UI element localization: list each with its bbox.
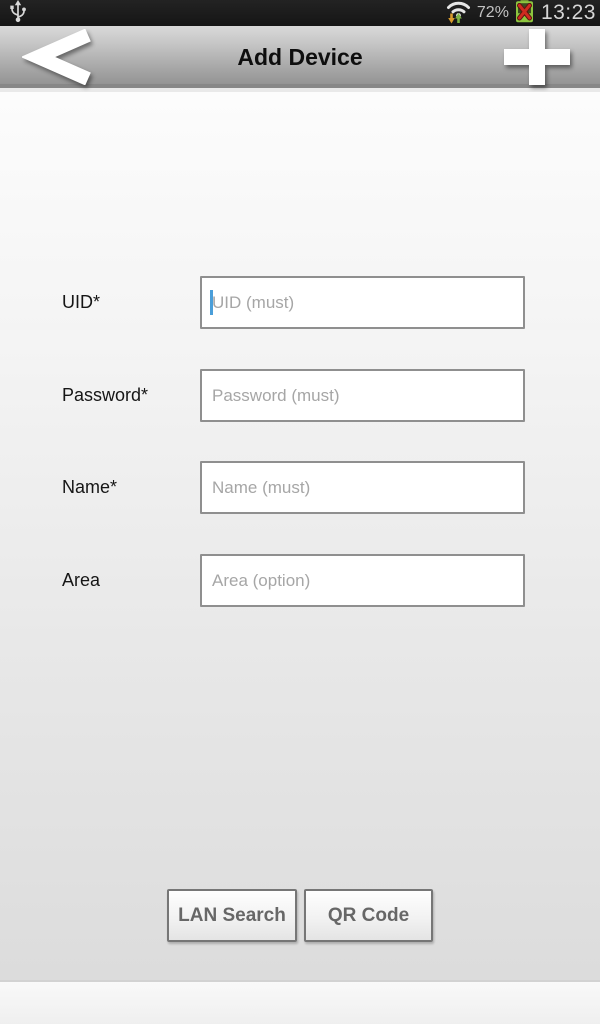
uid-label: UID* <box>62 292 101 312</box>
clock-text: 13:23 <box>540 1 596 24</box>
area-label: Area <box>62 570 101 590</box>
name-input[interactable] <box>200 461 525 514</box>
lan-search-button[interactable]: LAN Search <box>167 889 297 942</box>
field-row-password <box>0 369 600 422</box>
password-input[interactable] <box>200 369 525 422</box>
field-row-area <box>0 554 600 607</box>
wifi-signal-traffic-icon <box>445 0 472 29</box>
qr-code-button[interactable]: QR Code <box>304 889 433 942</box>
field-row-name <box>0 461 600 514</box>
page-title: Add Device <box>237 43 363 70</box>
area-input[interactable] <box>200 554 525 607</box>
battery-percent: 72% <box>476 4 509 21</box>
form-panel <box>0 92 600 980</box>
battery-error-icon <box>514 0 535 28</box>
field-row-uid <box>0 276 600 329</box>
status-bar <box>0 0 600 26</box>
title-bar <box>0 26 600 88</box>
password-label: Password* <box>62 385 149 405</box>
usb-icon <box>8 0 28 28</box>
name-label: Name* <box>62 477 118 497</box>
add-device-button[interactable] <box>500 29 574 85</box>
uid-input[interactable] <box>200 276 525 329</box>
footer-strip <box>0 980 600 1024</box>
